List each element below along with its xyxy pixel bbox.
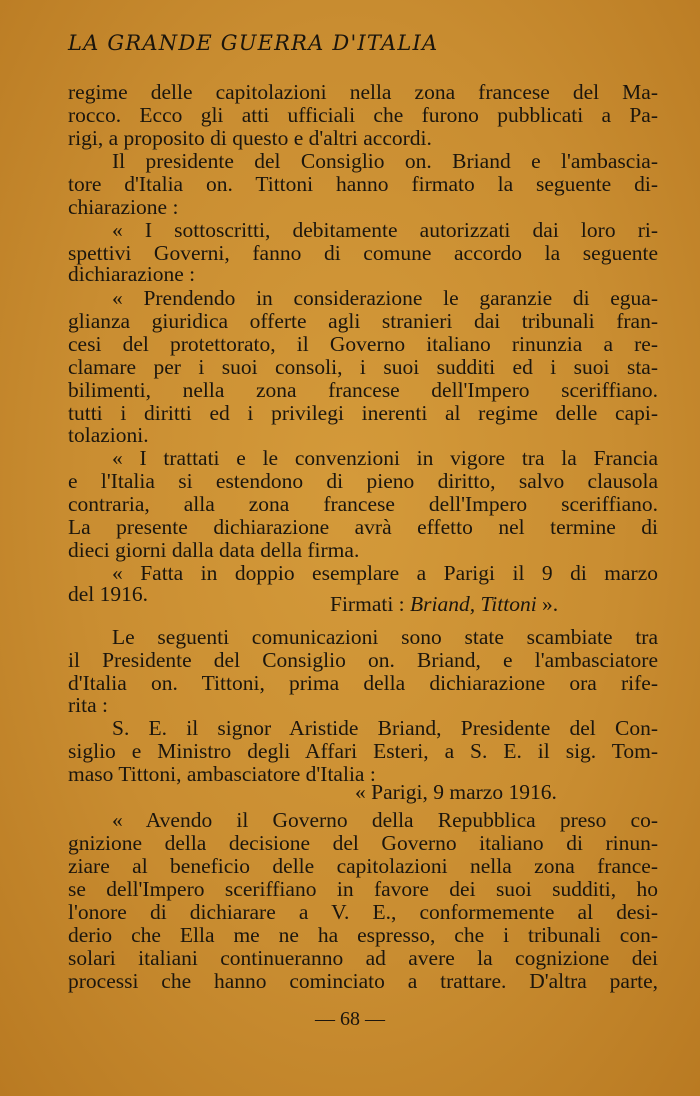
text-line: contraria, alla zona francese dell'Impero sceriffiano. xyxy=(68,492,658,516)
text-line: derio che Ella me ne ha espresso, che i tribunali con- xyxy=(68,923,658,947)
text-line: siglio e Ministro degli Affari Esteri, a S. E. il sig. Tom- xyxy=(68,739,658,763)
text-line: del 1916. xyxy=(68,582,149,606)
text-line: rocco. Ecco gli atti ufficiali che furono pubblicati a Pa- xyxy=(68,103,658,127)
text-line: maso Tittoni, ambasciatore d'Italia : xyxy=(68,762,376,786)
text-line: rigi, a proposito di questo e d'altri accordi. xyxy=(68,126,432,150)
text-line: clamare per i suoi consoli, i suoi sudditi ed i suoi sta- xyxy=(68,355,658,379)
text-line: il Presidente del Consiglio on. Briand, e l'ambasciatore xyxy=(68,648,658,672)
text-line: processi che hanno cominciato a trattare. D'altra parte, xyxy=(68,969,658,993)
text-line: dichiarazione : xyxy=(68,262,196,286)
text-line: glianza giuridica offerte agli stranieri dai tribunali fran- xyxy=(68,309,658,333)
text-line: « I sottoscritti, debitamente autorizzati dai loro ri- xyxy=(112,218,658,242)
letter-date: « Parigi, 9 marzo 1916. xyxy=(355,780,557,804)
text-line: tolazioni. xyxy=(68,423,149,447)
text-line: d'Italia on. Tittoni, prima della dichiarazione ora rife- xyxy=(68,671,658,695)
text-line: tore d'Italia on. Tittoni hanno firmato la seguente di- xyxy=(68,172,658,196)
text-line: e l'Italia si estendono di pieno diritto, salvo clausola xyxy=(68,469,658,493)
text-line: « Prendendo in considerazione le garanzie di egua- xyxy=(112,286,658,310)
text-line: « Fatta in doppio esemplare a Parigi il 9 di marzo xyxy=(112,561,658,585)
signature-names: Briand, Tittoni xyxy=(410,592,537,616)
text-line: bilimenti, nella zona francese dell'Impero sceriffiano. xyxy=(68,378,658,402)
text-line: solari italiani continueranno ad avere la cognizione dei xyxy=(68,946,658,970)
text-line: chiarazione : xyxy=(68,195,179,219)
text-line: « I trattati e le convenzioni in vigore tra la Francia xyxy=(112,446,658,470)
signature-prefix: Firmati : xyxy=(330,592,411,616)
text-line: rita : xyxy=(68,693,108,717)
signature-suffix: ». xyxy=(536,592,559,616)
text-line: Il presidente del Consiglio on. Briand e l'ambascia- xyxy=(112,149,658,173)
text-line: tutti i diritti ed i privilegi inerenti al regime delle capi- xyxy=(68,401,658,425)
signature-line xyxy=(330,592,558,617)
text-line: gnizione della decisione del Governo italiano di rinun- xyxy=(68,831,658,855)
running-title: LA GRANDE GUERRA D'ITALIA xyxy=(68,31,439,55)
page-number: — 68 — xyxy=(315,1008,385,1030)
text-line: Le seguenti comunicazioni sono state scambiate tra xyxy=(112,625,658,649)
text-line: « Avendo il Governo della Repubblica preso co- xyxy=(112,808,658,832)
text-line: l'onore di dichiarare a V. E., conformemente al desi- xyxy=(68,900,658,924)
text-line: se dell'Impero sceriffiano in favore dei suoi sudditi, ho xyxy=(68,877,658,901)
text-line: La presente dichiarazione avrà effetto nel termine di xyxy=(68,515,658,539)
text-line: dieci giorni dalla data della firma. xyxy=(68,538,360,562)
text-line: ziare al beneficio delle capitolazioni nella zona france- xyxy=(68,854,658,878)
text-line: spettivi Governi, fanno di comune accordo la seguente xyxy=(68,241,658,265)
text-line: S. E. il signor Aristide Briand, Presidente del Con- xyxy=(112,716,658,740)
text-line: cesi del protettorato, il Governo italiano rinunzia a re- xyxy=(68,332,658,356)
text-line: regime delle capitolazioni nella zona francese del Ma- xyxy=(68,80,658,104)
